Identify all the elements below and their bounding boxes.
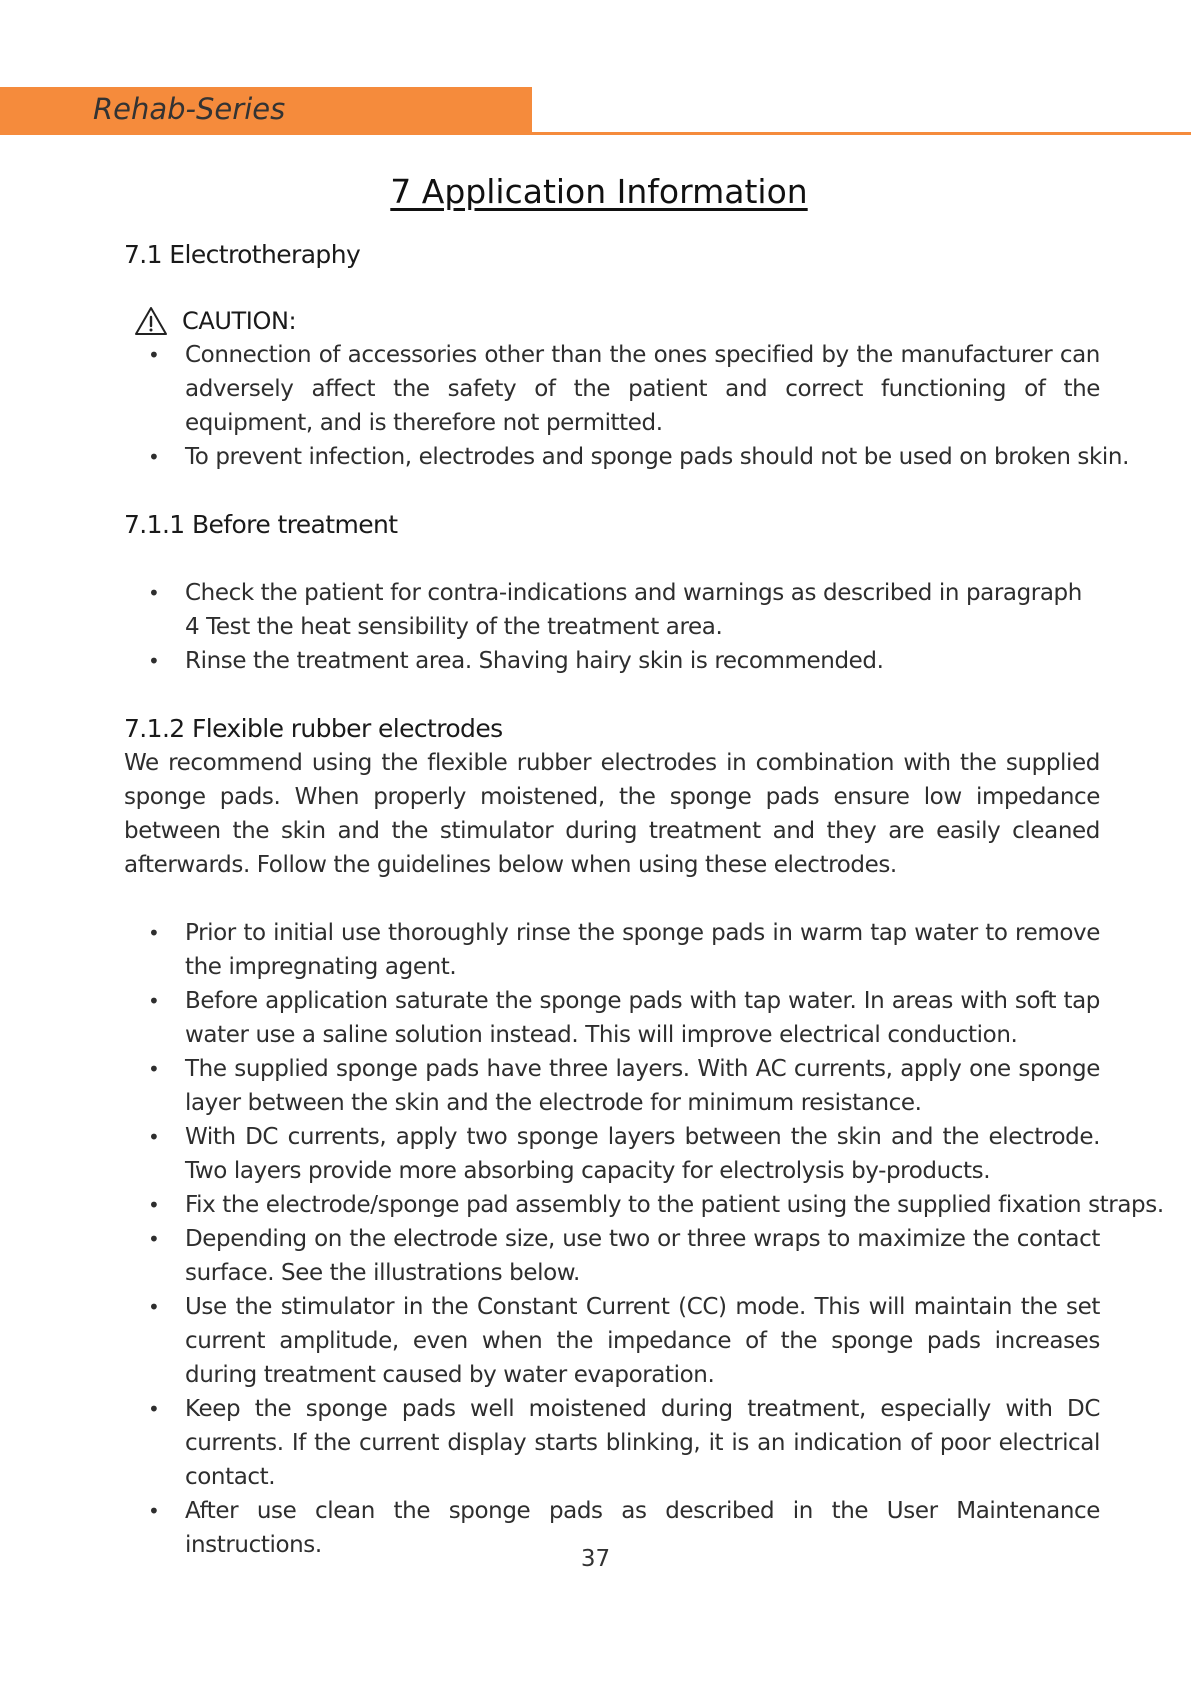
section-heading-7-1-1: 7.1.1 Before treatment <box>124 510 398 539</box>
page-number: 37 <box>580 1546 611 1572</box>
chapter-title-text: 7 Application Information <box>390 172 808 211</box>
before-treatment-list <box>124 576 1100 678</box>
list-item: • Depending on the electrode size, use two or three wraps to maximize the contact surface. See the illustrations below. <box>124 1222 1100 1290</box>
page-content <box>124 238 1164 1562</box>
series-title: Rehab-Series <box>93 92 286 126</box>
list-item: • Before application saturate the sponge pads with tap water. In areas with soft tap water use a saline solution instead. This will improve electrical conduction. <box>124 984 1100 1052</box>
list-item: • To prevent infection, electrodes and sponge pads should not be used on broken skin. <box>124 440 1100 474</box>
caution-heading <box>124 304 1100 338</box>
list-item: • Fix the electrode/sponge pad assembly to the patient using the supplied fixation straps. <box>124 1188 1100 1222</box>
list-item: • Use the stimulator in the Constant Current (CC) mode. This will maintain the set current amplitude, even when the impedance of the sponge pads increases during treatment caused by water evaporation. <box>124 1290 1100 1392</box>
warning-triangle-icon <box>134 306 168 336</box>
list-item: • Check the patient for contra-indications and warnings as described in paragraph 4 Test the heat sensibility of the treatment area. <box>124 576 1100 644</box>
list-item: • Prior to initial use thoroughly rinse the sponge pads in warm tap water to remove the impregnating agent. <box>124 916 1100 984</box>
caution-label: CAUTION: <box>182 307 297 335</box>
list-item: • With DC currents, apply two sponge layers between the skin and the electrode. Two layers provide more absorbing capacity for electrolysis by-products. <box>124 1120 1100 1188</box>
header-rule <box>532 132 1191 135</box>
list-item: • Connection of accessories other than the ones specified by the manufacturer can adversely affect the safety of the patient and correct functioning of the equipment, and is therefore not permitted. <box>124 338 1100 440</box>
list-item: • After use clean the sponge pads as described in the User Maintenance instructions. <box>124 1494 1100 1562</box>
list-item: • The supplied sponge pads have three layers. With AC currents, apply one sponge layer between the skin and the electrode for minimum resistance. <box>124 1052 1100 1120</box>
list-item: • Rinse the treatment area. Shaving hairy skin is recommended. <box>124 644 1100 678</box>
list-item: • Keep the sponge pads well moistened during treatment, especially with DC currents. If the current display starts blinking, it is an indication of poor electrical contact. <box>124 1392 1100 1494</box>
electrodes-guidelines-list <box>124 916 1164 1562</box>
section-heading-7-1: 7.1 Electrotheraphy <box>124 240 361 269</box>
caution-list <box>124 338 1129 474</box>
section-heading-7-1-2: 7.1.2 Flexible rubber electrodes <box>124 714 503 743</box>
chapter-title <box>0 172 1191 211</box>
electrodes-intro-paragraph: We recommend using the flexible rubber electrodes in combination with the supplied sponge pads. When properly moistened, the sponge pads ensure low impedance between the skin and the stimulator during treatment and they are easily cleaned afterwards. Follow the guidelines below when using these electrodes. <box>124 750 1100 878</box>
